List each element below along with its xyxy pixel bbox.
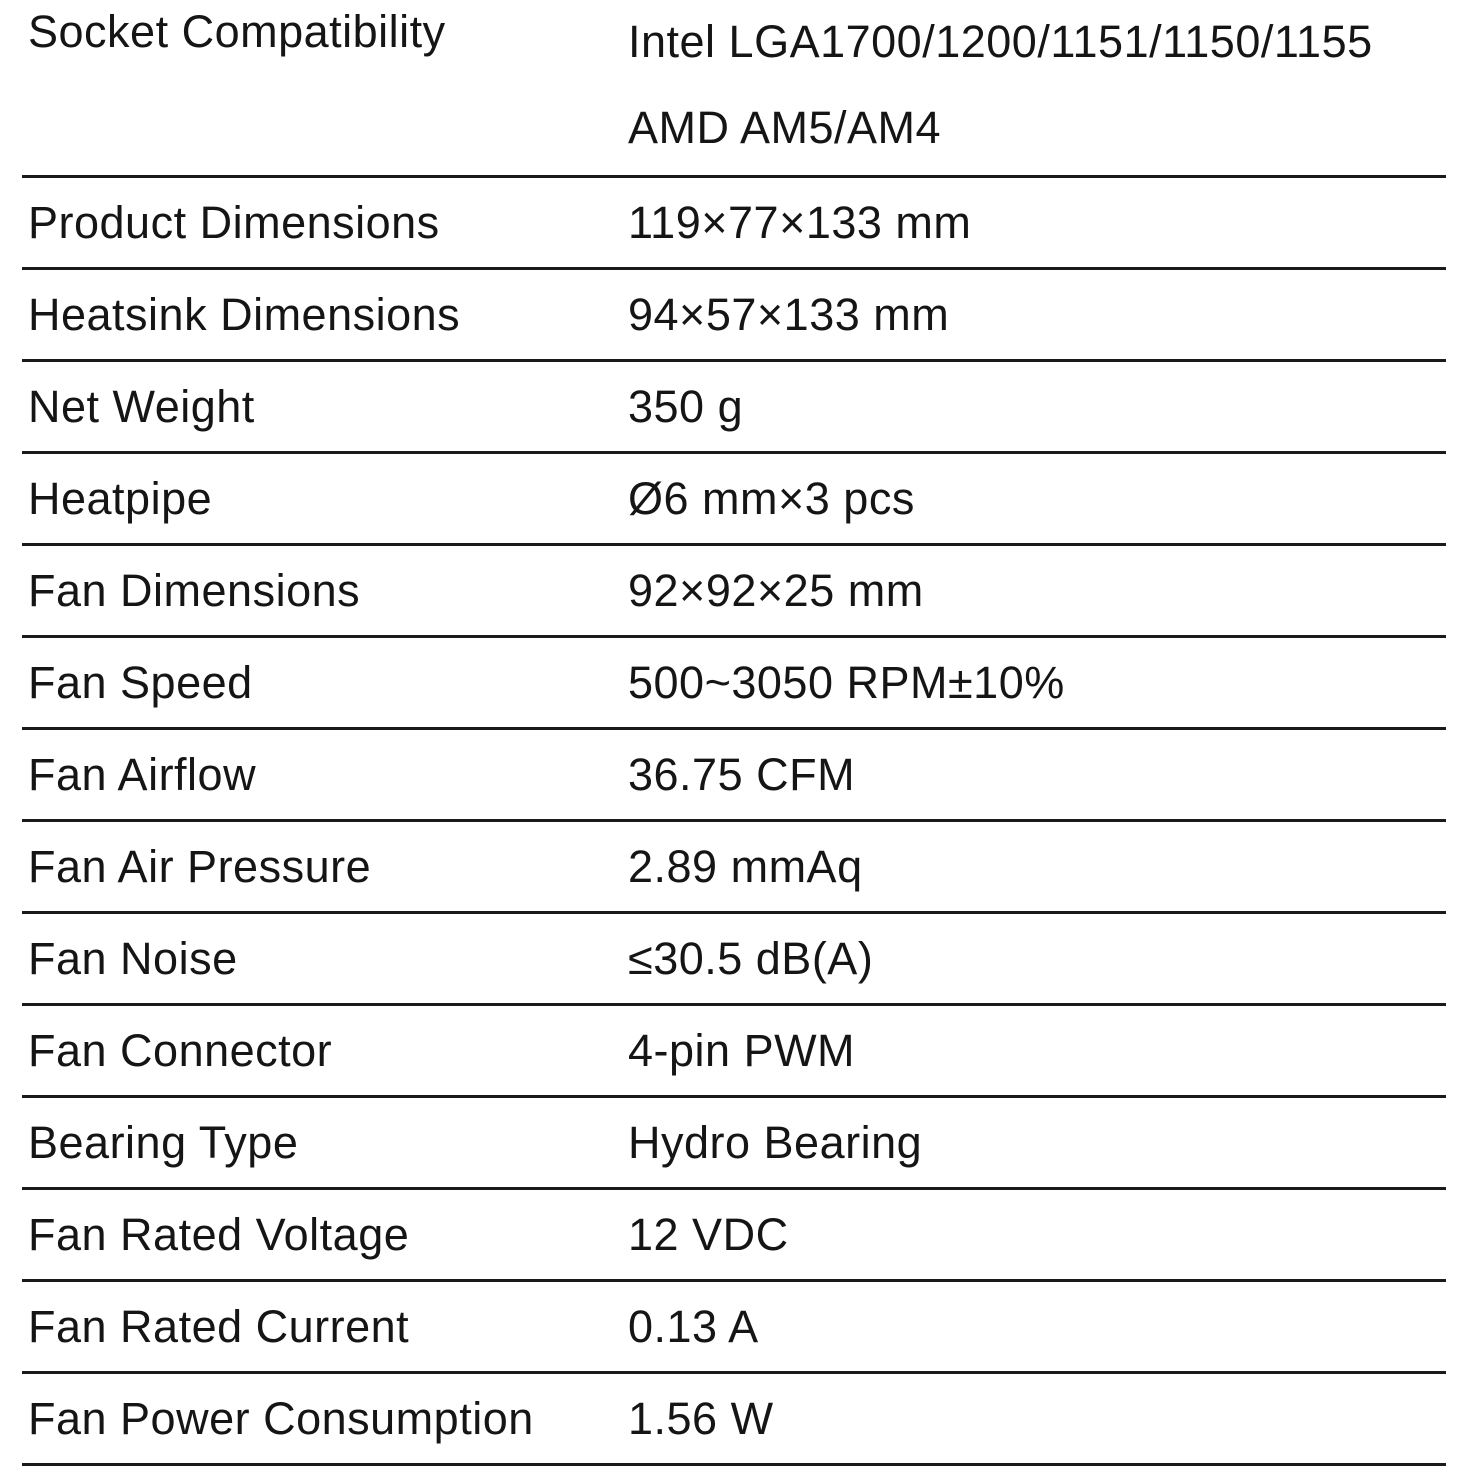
spec-row-fan-speed (22, 638, 1446, 730)
spec-value-intel: Intel LGA1700/1200/1151/1150/1155 (628, 16, 1373, 67)
spec-value: 350 g (628, 380, 744, 432)
spec-label: Fan Noise (28, 932, 238, 984)
spec-table (22, 0, 1446, 1466)
spec-row-fan-noise (22, 914, 1446, 1006)
spec-label: Bearing Type (28, 1116, 299, 1168)
spec-label: Net Weight (28, 380, 255, 432)
spec-value-amd: AMD AM5/AM4 (628, 102, 942, 153)
spec-label: Fan Dimensions (28, 564, 361, 616)
spec-row-fan-dimensions (22, 546, 1446, 638)
spec-value: 2.89 mmAq (628, 840, 863, 892)
spec-value: 0.13 A (628, 1300, 759, 1352)
spec-label: Fan Rated Voltage (28, 1208, 410, 1260)
spec-value: 4-pin PWM (628, 1024, 856, 1076)
spec-value: 92×92×25 mm (628, 564, 924, 616)
spec-label: Heatsink Dimensions (28, 288, 461, 340)
spec-label: Fan Speed (28, 656, 253, 708)
spec-row-socket-compatibility (22, 0, 1446, 178)
spec-row-fan-power-consumption (22, 1374, 1446, 1466)
spec-label: Fan Power Consumption (28, 1392, 534, 1444)
spec-value: 1.56 W (628, 1392, 774, 1444)
spec-label: Fan Air Pressure (28, 840, 372, 892)
spec-value: ≤30.5 dB(A) (628, 932, 874, 984)
spec-label: Fan Rated Current (28, 1300, 410, 1352)
spec-value (628, 0, 1446, 172)
spec-row-bearing-type (22, 1098, 1446, 1190)
spec-label: Socket Compatibility (28, 6, 446, 57)
spec-value: 119×77×133 mm (628, 196, 972, 248)
spec-value: 500~3050 RPM±10% (628, 656, 1065, 708)
spec-row-fan-rated-voltage (22, 1190, 1446, 1282)
spec-row-heatpipe (22, 454, 1446, 546)
spec-row-net-weight (22, 362, 1446, 454)
spec-label: Product Dimensions (28, 196, 440, 248)
spec-value: 94×57×133 mm (628, 288, 950, 340)
spec-row-fan-rated-current (22, 1282, 1446, 1374)
spec-label: Fan Connector (28, 1024, 333, 1076)
spec-row-heatsink-dimensions (22, 270, 1446, 362)
spec-row-fan-air-pressure (22, 822, 1446, 914)
spec-row-fan-connector (22, 1006, 1446, 1098)
spec-value: Hydro Bearing (628, 1116, 923, 1168)
spec-value: 12 VDC (628, 1208, 789, 1260)
spec-row-fan-airflow (22, 730, 1446, 822)
spec-value: 36.75 CFM (628, 748, 856, 800)
spec-value: Ø6 mm×3 pcs (628, 472, 915, 524)
spec-label: Heatpipe (28, 472, 213, 524)
spec-label: Fan Airflow (28, 748, 257, 800)
spec-row-product-dimensions (22, 178, 1446, 270)
